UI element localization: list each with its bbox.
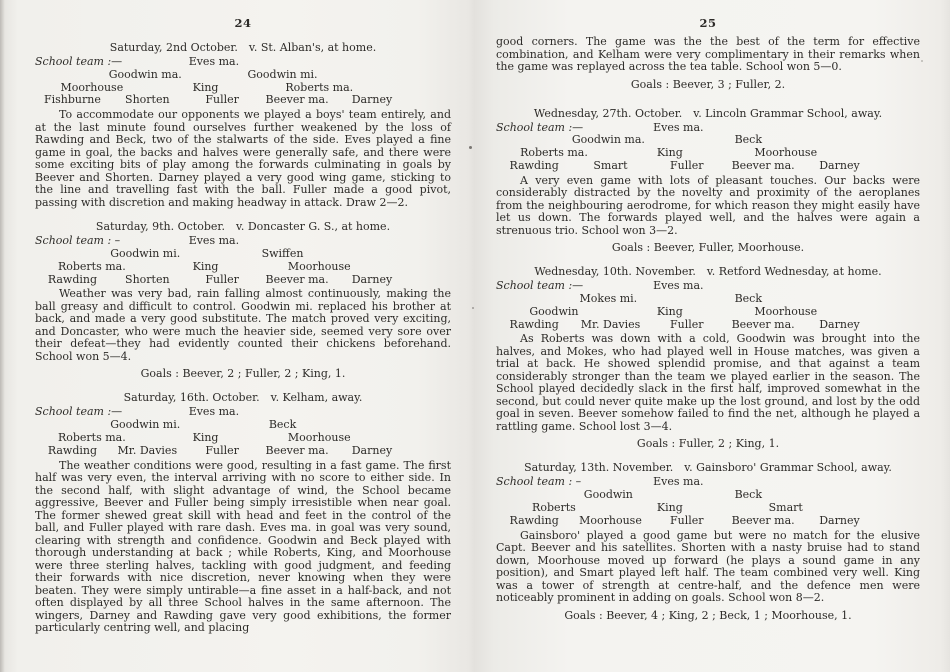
player-forward: Rawding (47, 272, 98, 286)
player-back: Swiffen (261, 246, 304, 260)
match-report-lincoln (496, 107, 920, 255)
match-report-st-albans (35, 41, 451, 209)
player-forward: Fuller (670, 513, 704, 527)
player-forward: Fishburne (44, 93, 101, 107)
player-half: Moorhouse (287, 259, 351, 273)
lineup-forwards-row (496, 319, 920, 332)
goals-line: Goals : Beever, 3 ; Fuller, 2. (630, 77, 786, 91)
player-goalkeeper: Eves ma. (653, 120, 704, 134)
player-half: King (656, 500, 683, 514)
player-half: Smart (768, 500, 803, 514)
lineup-goalkeeper-row (35, 406, 451, 419)
school-team-label: School team : – (496, 475, 582, 489)
paper-speck (469, 146, 472, 149)
school-team-label: School team :— (35, 55, 123, 68)
player-goalkeeper: Eves ma. (188, 234, 240, 248)
player-forward: Rawding (47, 443, 98, 457)
goals-line: Goals : Beever, Fuller, Moorhouse. (611, 241, 805, 255)
player-forward: Rawding (509, 513, 559, 527)
right-page (496, 0, 920, 622)
player-goalkeeper: Eves ma. (653, 279, 704, 293)
player-forward: Beever ma. (731, 158, 795, 172)
player-forward: Darney (351, 93, 393, 107)
match-report-text: Gainsboro' played a good game but were no match for the elusive Capt. Beever and his satellites. Shorten with a nasty bruise had to stand down, Moorhouse moved up forward (he plays a sound game in any position), and Smart played left half. The team combined very well. King was a tower of strength at centre-half, and the defence men were noticeably prominent in adding on goals. School won 8—2. (496, 528, 920, 605)
player-half: King (192, 259, 219, 273)
player-half: King (192, 80, 219, 94)
player-back: Mokes mi. (579, 291, 638, 305)
player-half: Moorhouse (60, 80, 124, 94)
team-lineup (496, 122, 920, 173)
player-goalkeeper: Eves ma. (653, 475, 704, 489)
lineup-backs-row (35, 248, 451, 261)
player-forward: Shorten (125, 93, 170, 107)
lineup-goalkeeper-row (35, 56, 451, 69)
player-forward: Beever ma. (731, 513, 795, 527)
player-forward: Darney (819, 317, 860, 331)
goals-line: Goals : Beever, 4 ; King, 2 ; Beck, 1 ; Moorhouse, 1. (564, 608, 852, 622)
match-heading: Wednesday, 27th. October. v. Lincoln Grammar School, away. (533, 106, 883, 120)
match-report-doncaster (35, 220, 451, 380)
player-half: Roberts ma. (520, 146, 588, 160)
player-forward: Moorhouse (579, 513, 642, 527)
player-half: Roberts ma. (57, 430, 126, 444)
lineup-goalkeeper-row (35, 235, 451, 248)
team-lineup (35, 235, 451, 286)
match-report-text: The weather conditions were good, resulting in a fast game. The first half was very even, the interval arriving with no score to either side. In the second half, with slight advantage of wind, the School became aggressive, Beever and Fuller being simply irresistible when near goal. The former shewed great skill with head and feet in the control of the ball, and Fuller played with rare dash. Eves ma. in goal was very sound, clearing with strength and confidence. Goodwin and Beck played with thorough understanding at back ; while Roberts, King, and Moorhouse were three sterling halves, tackling with good judgment, and feeding their forwards with nice discretion, never knowing when they were beaten. They were simply untirable—a fine asset in a half-back, and not often displayed by all three School halves in the same afternoon. The wingers, Darney and Rawding gave very good exhibitions, the former particularly centring well, and placing (35, 458, 451, 635)
lineup-backs-row (496, 293, 920, 306)
player-back: Goodwin (583, 488, 633, 502)
player-forward: Fuller (670, 317, 704, 331)
player-forward: Smart (593, 158, 628, 172)
goals-line: Goals : Beever, 2 ; Fuller, 2 ; King, 1. (140, 367, 346, 381)
player-half: Moorhouse (287, 430, 351, 444)
player-forward: Fuller (205, 272, 239, 286)
player-forward: Darney (351, 272, 393, 286)
left-page (35, 0, 451, 635)
lineup-backs-row (35, 69, 451, 82)
player-half: Roberts (532, 500, 576, 514)
lineup-forwards-row (35, 94, 451, 107)
player-forward: Fuller (205, 443, 239, 457)
player-forward: Beever ma. (265, 272, 329, 286)
player-half: King (656, 304, 683, 318)
player-forward: Fuller (670, 158, 704, 172)
goals-line: Goals : Fuller, 2 ; King, 1. (636, 437, 780, 451)
lineup-halves-row (35, 432, 451, 445)
player-back: Goodwin mi. (247, 67, 318, 81)
player-goalkeeper: Eves ma. (188, 405, 240, 419)
match-report-gainsboro (496, 461, 920, 621)
player-back: Goodwin ma. (108, 67, 182, 81)
player-back: Beck (734, 488, 762, 502)
player-forward: Rawding (509, 317, 559, 331)
player-back: Beck (734, 133, 762, 147)
school-team-label: School team :— (496, 279, 584, 293)
player-forward: Beever ma. (731, 317, 795, 331)
lineup-halves-row (496, 306, 920, 319)
player-half: Goodwin (529, 304, 579, 318)
match-heading: Saturday, 16th. October. v. Kelham, away. (123, 391, 363, 405)
match-heading: Saturday, 2nd October. v. St. Alban's, at home. (109, 41, 377, 54)
kelham-report-continuation: good corners. The game was the the best of the term for effective combination, and Kelham were very complimentary in their remarks when the game was replayed across the tea table. School won 5—0. (496, 35, 920, 73)
school-team-label: School team : – (35, 234, 121, 248)
lineup-halves-row (496, 502, 920, 515)
player-half: King (192, 430, 219, 444)
match-report-text: As Roberts was down with a cold, Goodwin was brought into the halves, and Mokes, who had played well in House matches, was given a trial at back. He showed splendid promise, and that against a team considerably stronger than the team we played earlier in the season. The School played decidedly slack in the first half, improved somewhat in the second, but could never quite make up the lost ground, and lost by the odd goal in seven. Beever somehow failed to find the net, although he played a rattling game. School lost 3—4. (496, 332, 920, 433)
lineup-halves-row (496, 147, 920, 160)
team-lineup (496, 476, 920, 527)
player-half: Moorhouse (754, 146, 818, 160)
player-forward: Mr. Davies (580, 317, 641, 331)
match-heading: Saturday, 9th. October. v. Doncaster G. S., at home. (95, 220, 391, 234)
player-forward: Beever ma. (265, 443, 329, 457)
lineup-forwards-row (496, 160, 920, 173)
school-team-label: School team :— (496, 120, 584, 134)
page-number: 24 (234, 16, 252, 30)
player-forward: Mr. Davies (117, 443, 178, 457)
lineup-forwards-row (35, 274, 451, 287)
team-lineup (35, 56, 451, 107)
player-back: Beck (734, 291, 762, 305)
match-report-text: Weather was very bad, rain falling almost continuously, making the ball greasy and difficult to control. Goodwin mi. replaced his brother at back, and made a very good substitute. The match proved very exciting, and Doncaster, who were much the heavier side, seemed very sore over their defeat—they had evidently counted their chickens beforehand. School won 5—4. (35, 287, 451, 363)
lineup-goalkeeper-row (496, 280, 920, 293)
match-report-text: A very even game with lots of pleasant touches. Our backs were considerably distracted by the novelty and proximity of the aeroplanes from the neighbouring aerodrome, for which reason they might easily have let us down. The forwards played well, and the halves were again a strenuous trio. School won 3—2. (496, 173, 920, 237)
player-forward: Shorten (125, 272, 170, 286)
match-report-retford (496, 265, 920, 450)
match-report-text: To accommodate our opponents we played a boys' team entirely, and at the last minute found ourselves further weakened by the loss of Rawding and Beck, two of the stalwarts of the side. Eves played a fine game in goal, the backs and halves were generally safe, and there were some exciting bits of play among the forwards culminating in goals by Beever and Shorten. Darney played a very good wing game, sticking to the line and travelling fast with the ball. Fuller made a good pivot, passing with discretion and making headway in attack. Draw 2—2. (35, 108, 451, 209)
match-report-kelham (35, 391, 451, 634)
paper-speck (472, 307, 474, 309)
player-back: Beck (268, 418, 297, 432)
player-half: Moorhouse (754, 304, 818, 318)
player-back: Goodwin mi. (110, 418, 181, 432)
player-back: Goodwin mi. (110, 246, 181, 260)
player-forward: Beever ma. (265, 93, 329, 107)
player-half: Roberts ma. (285, 80, 354, 94)
lineup-goalkeeper-row (496, 122, 920, 135)
player-half: Roberts ma. (57, 259, 126, 273)
match-heading: Wednesday, 10th. November. v. Retford Wednesday, at home. (534, 265, 882, 279)
match-heading: Saturday, 13th. November. v. Gainsboro' Grammar School, away. (524, 461, 892, 475)
player-back: Goodwin ma. (571, 133, 645, 147)
player-goalkeeper: Eves ma. (188, 55, 240, 68)
lineup-forwards-row (35, 445, 451, 458)
player-forward: Rawding (509, 158, 559, 172)
player-forward: Darney (819, 513, 860, 527)
team-lineup (35, 406, 451, 457)
lineup-halves-row (35, 261, 451, 274)
player-forward: Fuller (205, 93, 239, 107)
player-half: King (656, 146, 683, 160)
paper-speck (921, 60, 923, 62)
player-forward: Darney (351, 443, 393, 457)
school-team-label: School team :— (35, 405, 123, 419)
player-forward: Darney (819, 158, 860, 172)
lineup-goalkeeper-row (496, 476, 920, 489)
lineup-forwards-row (496, 515, 920, 528)
team-lineup (496, 280, 920, 331)
page-number: 25 (699, 16, 717, 30)
